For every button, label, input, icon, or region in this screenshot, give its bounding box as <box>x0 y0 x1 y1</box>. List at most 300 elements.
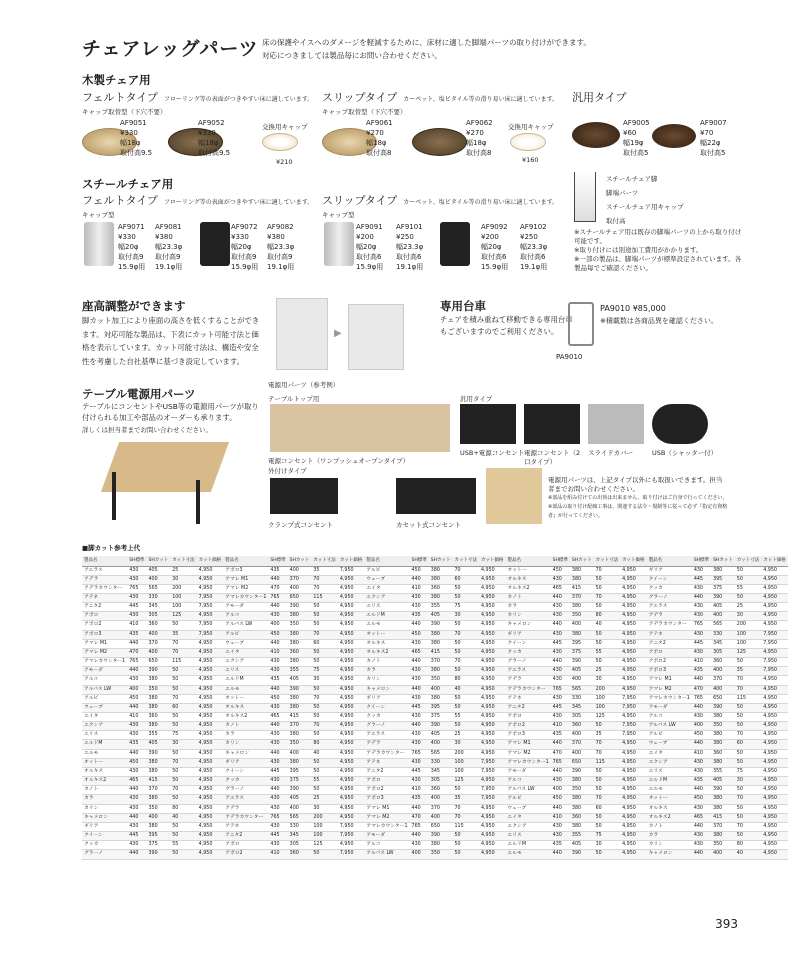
table-cell: 430 <box>551 667 570 676</box>
table-cell: 440 <box>410 575 429 584</box>
table-cell: 125 <box>311 841 337 850</box>
table-cell: 4,950 <box>338 786 364 795</box>
chair-before-image <box>276 298 328 370</box>
table-cell: 4,950 <box>620 786 646 795</box>
table-cell: 4,950 <box>338 841 364 850</box>
table-cell: アポロ <box>82 612 127 621</box>
power-external-label: 外付けタイプ <box>268 467 307 475</box>
table-cell: 7,950 <box>620 694 646 703</box>
table-cell: 445 <box>551 703 570 712</box>
table-cell: 430 <box>268 804 287 813</box>
table-cell: 4,950 <box>338 685 364 694</box>
table-cell: 125 <box>452 777 478 786</box>
table-cell: 390 <box>147 749 171 758</box>
table-cell: 430 <box>551 832 570 841</box>
table-cell: アルビ <box>505 795 550 804</box>
table-cell: 4,950 <box>197 648 223 657</box>
table-cell: 80 <box>594 612 620 621</box>
table-cell: 370 <box>711 822 735 831</box>
table-cell: 390 <box>429 722 453 731</box>
table-cell: クッカ <box>505 648 550 657</box>
table-cell: 4,950 <box>338 667 364 676</box>
table-cell: 4,950 <box>197 575 223 584</box>
table-cell: 390 <box>570 658 594 667</box>
table-cell: 35 <box>311 566 337 575</box>
table-cell: 430 <box>692 713 711 722</box>
table-cell: 380 <box>570 575 594 584</box>
table-cell: 50 <box>594 767 620 776</box>
table-cell: 440 <box>127 786 146 795</box>
table-cell: オルキス <box>223 703 268 712</box>
table-cell: 370 <box>570 593 594 602</box>
table-cell: アエラス <box>647 603 692 612</box>
table-cell: 430 <box>127 841 146 850</box>
table-cell: 350 <box>147 685 171 694</box>
table-cell: 80 <box>311 740 337 749</box>
table-cell: アデラ <box>647 612 692 621</box>
table-row <box>82 658 788 667</box>
table-cell: グラーノ <box>505 658 550 667</box>
table-cell: 50 <box>311 850 337 859</box>
table-cell: 70 <box>170 786 196 795</box>
table-cell: アルコ <box>82 676 127 685</box>
table-cell: 650 <box>288 593 312 602</box>
table-cell: アエラス <box>82 566 127 575</box>
wood-slip-cap-label: 交換用キャップ <box>508 123 554 131</box>
af9062-image <box>412 128 467 156</box>
table-cell: 765 <box>692 621 711 630</box>
table-cell: 370 <box>429 804 453 813</box>
table-caption: ■脚カット参考上代 <box>82 544 141 552</box>
table-cell: 345 <box>288 832 312 841</box>
af9072-spec: AF9072 ¥330 幅20φ 取付高9 15.9φ用 <box>231 223 259 271</box>
table-cell: 350 <box>288 621 312 630</box>
table-cell: 4,950 <box>338 676 364 685</box>
table-cell: 440 <box>127 850 146 859</box>
felt-cap-price: ¥210 <box>276 158 293 166</box>
table-cell: 4,950 <box>338 603 364 612</box>
table-cell: 380 <box>288 658 312 667</box>
cart-body: チェアを積み重ねて移動できる専用台車もございますのでご利用ください。 <box>440 315 573 336</box>
table-cell: 305 <box>711 648 735 657</box>
table-cell: アデラ <box>505 676 550 685</box>
table-cell: ギリア <box>223 758 268 767</box>
table-cell: 4,950 <box>620 676 646 685</box>
table-cell: 440 <box>268 786 287 795</box>
table-cell: 4,950 <box>338 767 364 776</box>
table-cell: 440 <box>551 593 570 602</box>
af9082-spec: AF9082 ¥380 幅23.3φ 取付高9 19.1φ用 <box>267 223 295 271</box>
table-cell: アポロ3 <box>505 731 550 740</box>
table-cell: 430 <box>410 676 429 685</box>
table-cell: 450 <box>268 694 287 703</box>
table-cell: 370 <box>288 575 312 584</box>
table-cell: 4,950 <box>761 795 787 804</box>
table-cell: 70 <box>594 749 620 758</box>
table-cell: 410 <box>268 850 287 859</box>
page-title: チェアレッグパーツ <box>82 38 259 60</box>
table-cell: 50 <box>452 832 478 841</box>
table-cell: 435 <box>692 667 711 676</box>
table-cell: 70 <box>170 758 196 767</box>
table-cell: 435 <box>268 566 287 575</box>
table-cell: 430 <box>268 740 287 749</box>
table-cell: 470 <box>692 685 711 694</box>
table-cell: 50 <box>170 777 196 786</box>
table-cell: 4,950 <box>620 795 646 804</box>
table-cell: カノト <box>647 822 692 831</box>
power-top-type: テーブルトップ用 <box>268 395 320 403</box>
table-cell: 380 <box>570 777 594 786</box>
table-row <box>82 804 788 813</box>
table-cell: 400 <box>288 584 312 593</box>
table-cell: 70 <box>452 804 478 813</box>
table-cell: 4,950 <box>761 612 787 621</box>
table-cell: 200 <box>170 584 196 593</box>
table-cell: 7,950 <box>761 658 787 667</box>
table-cell: 50 <box>170 722 196 731</box>
table-cell: 410 <box>410 584 429 593</box>
table-cell: ウェーブ <box>647 740 692 749</box>
table-cell: 430 <box>127 767 146 776</box>
table-cell: アエラス <box>505 667 550 676</box>
table-cell: アモーダ <box>223 603 268 612</box>
table-cell: 50 <box>170 749 196 758</box>
table-cell: 60 <box>594 804 620 813</box>
table-cell: グラーノ <box>647 593 692 602</box>
table-cell: 390 <box>288 786 312 795</box>
table-cell: 100 <box>311 832 337 841</box>
af9007-image <box>652 124 696 148</box>
table-cell: 380 <box>711 731 735 740</box>
table-header-cell: カット価格 <box>479 556 505 566</box>
table-cell: 405 <box>429 612 453 621</box>
table-cell: 7,950 <box>338 566 364 575</box>
af9061-spec: AF9061 ¥270 幅18φ 取付高8 <box>366 119 393 157</box>
table-cell: 410 <box>410 786 429 795</box>
table-cell: 400 <box>692 722 711 731</box>
wood-felt-title: フェルトタイプ フローリング等の表面がつきやすい床に適しています。 <box>82 91 314 104</box>
table-cell: アモーダ <box>364 832 409 841</box>
chair-after-image <box>348 304 404 370</box>
table-cell: 390 <box>570 850 594 859</box>
table-cell: 410 <box>127 621 146 630</box>
table-cell: 50 <box>735 786 761 795</box>
table-cell: 4,950 <box>197 694 223 703</box>
table-cell: 400 <box>147 630 171 639</box>
table-cell: 390 <box>147 850 171 859</box>
table-cell: エリス <box>82 731 127 740</box>
usb-shutter-image <box>652 404 708 444</box>
table-cell: 4,950 <box>620 841 646 850</box>
table-cell: グラーノ <box>82 850 127 859</box>
table-cell: 4,950 <box>479 832 505 841</box>
table-cell: 50 <box>735 758 761 767</box>
table-cell: 430 <box>268 822 287 831</box>
table-cell: 50 <box>594 658 620 667</box>
table-cell: 4,950 <box>761 740 787 749</box>
table-header-cell: SH標準 <box>410 556 429 566</box>
table-cell: アマレ M2 <box>223 584 268 593</box>
table-cell: 445 <box>410 767 429 776</box>
table-cell: 405 <box>570 841 594 850</box>
table-cell: 4,950 <box>761 584 787 593</box>
table-cell: 70 <box>452 566 478 575</box>
table-cell: 440 <box>410 621 429 630</box>
table-cell: 4,950 <box>479 740 505 749</box>
table-cell: 470 <box>410 813 429 822</box>
table-cell: 4,950 <box>620 603 646 612</box>
table-cell: 565 <box>570 685 594 694</box>
table-cell: 4,950 <box>620 813 646 822</box>
table-cell: 400 <box>570 749 594 758</box>
table-cell: 4,950 <box>620 667 646 676</box>
table-power-heading: テーブル電源用パーツ <box>82 387 196 401</box>
table-row <box>82 612 788 621</box>
table-cell: 355 <box>711 767 735 776</box>
table-cell: 50 <box>594 630 620 639</box>
table-cell: 380 <box>570 603 594 612</box>
table-cell: 430 <box>410 740 429 749</box>
table-cell: 4,950 <box>479 630 505 639</box>
table-cell: 355 <box>570 832 594 841</box>
table-cell: 7,950 <box>761 639 787 648</box>
table-cell: 70 <box>735 822 761 831</box>
table-cell: 125 <box>594 713 620 722</box>
table-cell: 430 <box>692 804 711 813</box>
table-cell: 380 <box>288 694 312 703</box>
table-cell: クッカ <box>223 777 268 786</box>
table-cell: 400 <box>288 804 312 813</box>
table-cell: 7,950 <box>479 786 505 795</box>
table-cell: 4,950 <box>338 584 364 593</box>
table-cell: 440 <box>410 804 429 813</box>
table-cell: 440 <box>692 593 711 602</box>
table-cell: 430 <box>268 841 287 850</box>
table-cell: エルドM <box>223 676 268 685</box>
af9102-spec: AF9102 ¥250 幅23.3φ 取付高6 19.1φ用 <box>520 223 548 271</box>
table-cell: 4,950 <box>620 822 646 831</box>
table-cell: 380 <box>147 795 171 804</box>
table-cell: 390 <box>570 767 594 776</box>
table-cell: カリン <box>364 676 409 685</box>
table-cell: 4,950 <box>197 703 223 712</box>
table-cell: 50 <box>735 804 761 813</box>
table-cell: 4,950 <box>479 575 505 584</box>
table-cell: 380 <box>288 758 312 767</box>
table-row <box>82 593 788 602</box>
table-cell: 4,950 <box>197 713 223 722</box>
table-cell: 435 <box>268 676 287 685</box>
table-cell: 440 <box>410 685 429 694</box>
table-cell: 440 <box>692 786 711 795</box>
table-cell: 430 <box>551 822 570 831</box>
table-cell: 430 <box>127 676 146 685</box>
table-cell: 440 <box>268 722 287 731</box>
table-cell: 50 <box>452 786 478 795</box>
table-cell: 410 <box>551 722 570 731</box>
table-cell: 395 <box>147 832 171 841</box>
table-cell: 400 <box>429 795 453 804</box>
table-cell: 765 <box>127 584 146 593</box>
height-adjust-body: 脚カット加工により座面の高さを低くすることができます。対応可能な製品は、下表にカット可能寸法と価格を表示しています。カット可能寸法は、構造や安全性を考慮した自社基準に基づき設定しています。 <box>82 316 260 366</box>
table-cell: アモーダ <box>82 667 127 676</box>
table-cell: 330 <box>711 630 735 639</box>
table-cell: 445 <box>692 575 711 584</box>
table-cell: 345 <box>711 639 735 648</box>
table-cell: 380 <box>429 593 453 602</box>
table-cell: 405 <box>147 740 171 749</box>
table-cell: エリス <box>223 667 268 676</box>
table-cell: 370 <box>429 658 453 667</box>
table-cell: 440 <box>551 804 570 813</box>
table-row <box>82 676 788 685</box>
table-cell: 380 <box>147 703 171 712</box>
table-cell: 410 <box>268 648 287 657</box>
table-cell: 465 <box>268 713 287 722</box>
table-cell: 400 <box>711 685 735 694</box>
table-cell: 4,950 <box>338 658 364 667</box>
table-cell: アマレ M2 <box>364 813 409 822</box>
table-cell: 4,950 <box>197 676 223 685</box>
table-cell: 50 <box>594 822 620 831</box>
table-cell: 4,950 <box>761 731 787 740</box>
table-cell: 7,950 <box>338 832 364 841</box>
table-cell: 430 <box>268 667 287 676</box>
table-cell: 4,950 <box>761 703 787 712</box>
cap-diagram <box>574 172 596 222</box>
power-ref-label: 電源用パーツ（参考例） <box>268 381 340 389</box>
arrow-icon: ▶ <box>334 328 342 339</box>
table-cell: 4,950 <box>479 850 505 859</box>
table-cell: 100 <box>735 639 761 648</box>
table-cell: 390 <box>429 832 453 841</box>
table-cell: 360 <box>147 713 171 722</box>
table-cell: 4,950 <box>761 758 787 767</box>
table-cell: 50 <box>170 685 196 694</box>
table-cell: 4,950 <box>479 722 505 731</box>
table-cell: 7,950 <box>197 603 223 612</box>
table-cell: 75 <box>311 667 337 676</box>
table-cell: 380 <box>570 566 594 575</box>
table-cell: 70 <box>311 584 337 593</box>
table-cell: 30 <box>735 612 761 621</box>
table-cell: 380 <box>147 767 171 776</box>
table-cell: 440 <box>692 850 711 859</box>
table-cell: 430 <box>692 841 711 850</box>
table-cell: オットー <box>647 795 692 804</box>
table-cell: キャメロン <box>505 621 550 630</box>
table-cell: 70 <box>452 630 478 639</box>
table-cell: カリン <box>223 740 268 749</box>
table-cell: 4,950 <box>620 584 646 593</box>
table-cell: 400 <box>288 749 312 758</box>
table-cell: 4,950 <box>761 694 787 703</box>
table-cell: 395 <box>711 575 735 584</box>
table-cell: 430 <box>692 832 711 841</box>
table-cell: 70 <box>594 795 620 804</box>
table-cell: 50 <box>452 841 478 850</box>
table-cell: エイタ <box>647 749 692 758</box>
table-cell: 4,950 <box>620 749 646 758</box>
table-cell: 355 <box>147 731 171 740</box>
table-cell: 380 <box>570 822 594 831</box>
table-cell: 50 <box>311 658 337 667</box>
table-cell: 50 <box>452 667 478 676</box>
table-cell: 70 <box>311 722 337 731</box>
table-cell: グラーノ <box>223 786 268 795</box>
table-cell: 440 <box>127 703 146 712</box>
felt-cap-image <box>262 133 298 151</box>
table-cell: 375 <box>429 713 453 722</box>
table-cell: 30 <box>735 777 761 786</box>
table-cell: 200 <box>594 685 620 694</box>
table-cell: 400 <box>711 612 735 621</box>
table-cell: 400 <box>711 667 735 676</box>
table-cell: 430 <box>692 648 711 657</box>
table-cell: 4,950 <box>197 658 223 667</box>
table-cell: 405 <box>711 603 735 612</box>
table-cell: 50 <box>170 676 196 685</box>
table-cell: 430 <box>692 758 711 767</box>
table-cell: カラ <box>505 603 550 612</box>
table-cell: 350 <box>711 722 735 731</box>
table-cell: 400 <box>288 566 312 575</box>
table-cell: 435 <box>127 740 146 749</box>
table-cell: アマレ M1 <box>364 804 409 813</box>
table-cell: 75 <box>735 767 761 776</box>
table-cell: アマレカウンター1 <box>505 758 550 767</box>
table-cell: 360 <box>570 722 594 731</box>
table-cell: 4,950 <box>197 850 223 859</box>
table-cell: 115 <box>170 658 196 667</box>
table-cell: 375 <box>711 584 735 593</box>
table-cell: 380 <box>147 676 171 685</box>
table-cell: 390 <box>147 667 171 676</box>
table-cell: 4,950 <box>479 639 505 648</box>
table-cell: 400 <box>551 786 570 795</box>
table-cell: 4,950 <box>479 593 505 602</box>
table-cell: エルモ <box>364 621 409 630</box>
table-cell: 370 <box>288 722 312 731</box>
table-cell: 440 <box>268 749 287 758</box>
table-cell: 50 <box>311 786 337 795</box>
table-cell: 380 <box>711 832 735 841</box>
table-row <box>82 630 788 639</box>
table-cell: カノト <box>223 722 268 731</box>
wood-heading: 木製チェア用 <box>82 73 151 87</box>
table-cell: グラーノ <box>364 722 409 731</box>
table-cell: 115 <box>594 758 620 767</box>
table-cell: 4,950 <box>197 612 223 621</box>
table-cell: 4,950 <box>479 676 505 685</box>
table-cell: 390 <box>711 703 735 712</box>
table-cell: 60 <box>311 639 337 648</box>
table-cell: エイタ <box>364 584 409 593</box>
steel-felt-sub: キャップ型 <box>82 211 115 219</box>
table-cell: 400 <box>570 621 594 630</box>
table-cell: 115 <box>735 694 761 703</box>
table-cell: 50 <box>594 850 620 859</box>
table-row <box>82 795 788 804</box>
table-cell: 25 <box>170 566 196 575</box>
table-cell: 430 <box>127 612 146 621</box>
af9051-spec: AF9051 ¥330 幅18φ 取付高9.5 <box>120 119 153 157</box>
diagram-labels: スチールチェア脚 脚端パーツ スチールチェア用キャップ 取付高 <box>606 175 684 225</box>
table-cell: アテネ <box>647 630 692 639</box>
table-cell: 430 <box>410 841 429 850</box>
table-cell: 50 <box>311 758 337 767</box>
